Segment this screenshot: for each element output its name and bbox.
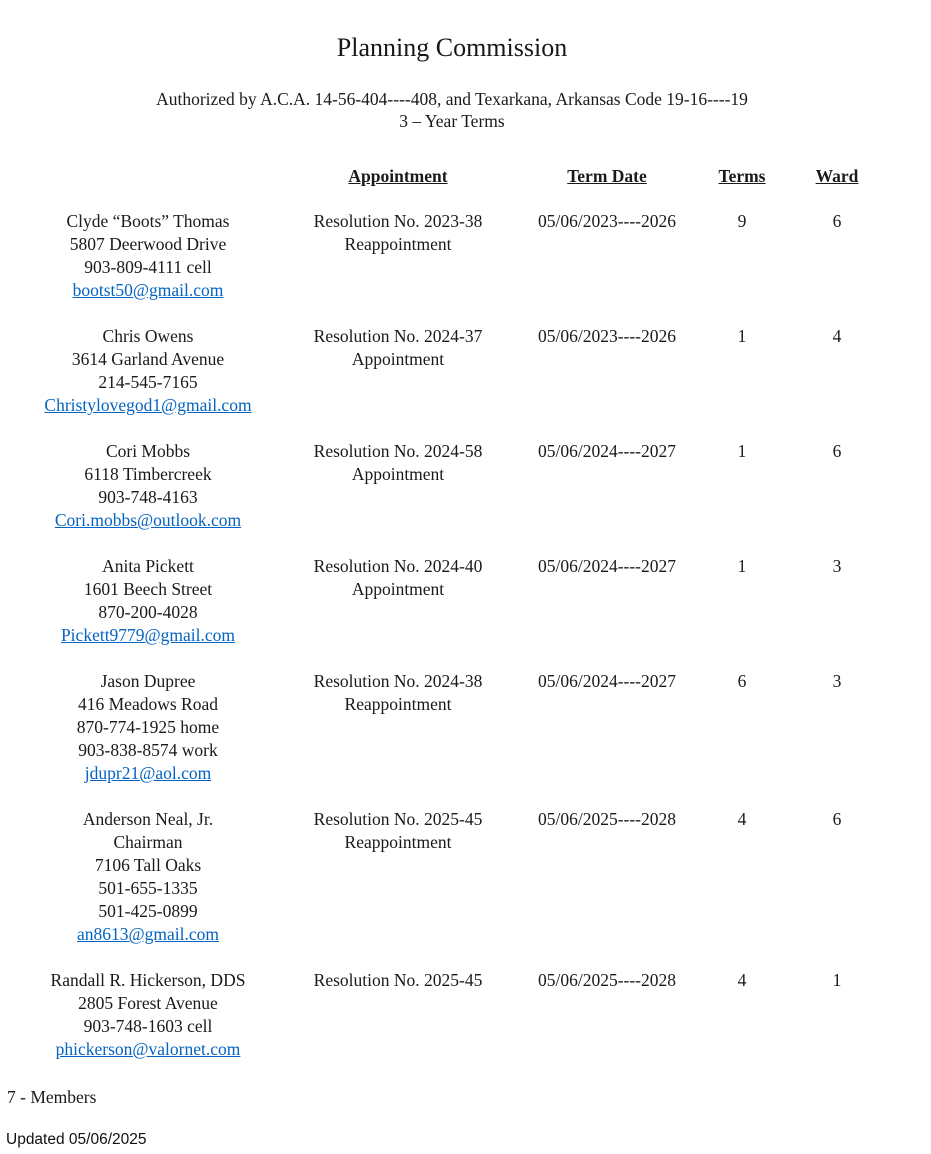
ward-cell: 4 <box>832 326 842 346</box>
term-date-cell: 05/06/2024----2027 <box>537 556 677 576</box>
member-info-line: 1601 Beech Street <box>83 579 213 599</box>
member-info-line: 7106 Tall Oaks <box>94 855 202 875</box>
appointment-cell <box>294 210 502 302</box>
term-date-cell: 05/06/2024----2027 <box>537 671 677 691</box>
member-email-link[interactable]: phickerson@valornet.com <box>55 1039 241 1059</box>
member-info-line: 501-425-0899 <box>98 901 198 921</box>
member-info-line: Anita Pickett <box>102 556 194 576</box>
appointment-line: Resolution No. 2024-58 <box>313 441 483 461</box>
member-email-link[interactable]: Cori.mobbs@outlook.com <box>54 510 242 530</box>
member-info-line: Chairman <box>113 832 183 852</box>
appointment-line: Resolution No. 2025-45 <box>313 809 483 829</box>
terms-cell: 4 <box>737 809 747 829</box>
member-cell <box>2 210 294 302</box>
term-date-cell: 05/06/2025----2028 <box>537 970 677 990</box>
member-info-line: 903-809-4111 cell <box>84 257 212 277</box>
member-email-line <box>2 509 294 532</box>
appointment-line: Reappointment <box>344 832 452 852</box>
member-email-link[interactable]: Christylovegod1@gmail.com <box>44 395 252 415</box>
member-cell <box>2 440 294 532</box>
member-email-line <box>2 279 294 302</box>
terms-cell: 1 <box>737 556 747 576</box>
member-info-line: 6118 Timbercreek <box>84 464 212 484</box>
terms-cell: 1 <box>737 326 747 346</box>
member-info-line: 501-655-1335 <box>98 878 198 898</box>
member-email-line <box>2 1038 294 1061</box>
table-row <box>2 555 902 647</box>
column-header-terms: Terms <box>718 166 766 186</box>
member-email-line <box>2 394 294 417</box>
appointment-cell <box>294 440 502 532</box>
updated-date: Updated 05/06/2025 <box>6 1131 147 1148</box>
member-cell <box>2 670 294 785</box>
appointment-line: Appointment <box>351 464 445 484</box>
table-row <box>2 808 902 946</box>
appointment-line: Resolution No. 2023-38 <box>313 211 483 231</box>
appointment-cell <box>294 325 502 417</box>
term-date-cell: 05/06/2023----2026 <box>537 326 677 346</box>
member-info-line: Anderson Neal, Jr. <box>82 809 214 829</box>
member-info-line: Cori Mobbs <box>105 441 191 461</box>
member-cell <box>2 555 294 647</box>
page-title: Planning Commission <box>336 33 568 62</box>
member-info-line: 903-748-1603 cell <box>83 1016 213 1036</box>
member-email-link[interactable]: jdupr21@aol.com <box>84 763 212 783</box>
member-cell <box>2 325 294 417</box>
ward-cell: 3 <box>832 556 842 576</box>
appointment-line: Appointment <box>351 579 445 599</box>
appointment-line: Resolution No. 2025-45 <box>313 970 483 990</box>
table-row <box>2 969 902 1061</box>
member-info-line: 870-774-1925 home <box>76 717 220 737</box>
member-email-link[interactable]: Pickett9779@gmail.com <box>60 625 236 645</box>
column-header-spacer <box>2 165 294 188</box>
subtitle-line-term-length: 3 – Year Terms <box>399 111 505 131</box>
member-email-line <box>2 624 294 647</box>
member-info-line: 3614 Garland Avenue <box>71 349 225 369</box>
member-info-line: 5807 Deerwood Drive <box>69 234 227 254</box>
member-info-line: 416 Meadows Road <box>78 694 218 714</box>
member-cell <box>2 808 294 946</box>
page-subtitle <box>2 88 902 132</box>
terms-cell: 9 <box>737 211 747 231</box>
member-email-link[interactable]: an8613@gmail.com <box>77 924 219 944</box>
member-email-link[interactable]: bootst50@gmail.com <box>72 280 224 300</box>
ward-cell: 6 <box>832 809 842 829</box>
term-date-cell: 05/06/2024----2027 <box>537 441 677 461</box>
terms-cell: 1 <box>737 441 747 461</box>
appointment-line: Resolution No. 2024-38 <box>313 671 483 691</box>
ward-cell: 6 <box>832 441 842 461</box>
member-info-line: Clyde “Boots” Thomas <box>66 211 230 231</box>
members-table-body <box>2 210 902 1061</box>
member-info-line: Randall R. Hickerson, DDS <box>50 970 246 990</box>
column-header-ward: Ward <box>815 166 859 186</box>
member-info-line: 903-838-8574 work <box>78 740 218 760</box>
appointment-line: Resolution No. 2024-40 <box>313 556 483 576</box>
appointment-cell <box>294 670 502 785</box>
table-row <box>2 210 902 302</box>
column-header-term-date: Term Date <box>567 166 647 186</box>
member-info-line: 870-200-4028 <box>98 602 198 622</box>
member-info-line: 903-748-4163 <box>98 487 198 507</box>
member-cell <box>2 969 294 1061</box>
member-count: 7 - Members <box>7 1087 97 1107</box>
table-row <box>2 670 902 785</box>
ward-cell: 6 <box>832 211 842 231</box>
member-email-line <box>2 923 294 946</box>
term-date-cell: 05/06/2025----2028 <box>537 809 677 829</box>
appointment-line: Reappointment <box>344 694 452 714</box>
table-header-row <box>2 165 902 188</box>
member-info-line: Jason Dupree <box>100 671 196 691</box>
subtitle-line-authorization: Authorized by A.C.A. 14-56-404----408, and Texarkana, Arkansas Code 19-16----19 <box>156 89 748 109</box>
table-row <box>2 325 902 417</box>
term-date-cell: 05/06/2023----2026 <box>537 211 677 231</box>
appointment-cell <box>294 555 502 647</box>
column-header-appointment: Appointment <box>348 166 448 186</box>
appointment-cell <box>294 969 502 1061</box>
table-row <box>2 440 902 532</box>
appointment-line: Reappointment <box>344 234 452 254</box>
member-info-line: Chris Owens <box>102 326 194 346</box>
appointment-cell <box>294 808 502 946</box>
terms-cell: 6 <box>737 671 747 691</box>
terms-cell: 4 <box>737 970 747 990</box>
member-info-line: 214-545-7165 <box>98 372 198 392</box>
member-info-line: 2805 Forest Avenue <box>78 993 218 1013</box>
member-email-line <box>2 762 294 785</box>
ward-cell: 3 <box>832 671 842 691</box>
appointment-line: Resolution No. 2024-37 <box>313 326 483 346</box>
ward-cell: 1 <box>832 970 842 990</box>
appointment-line: Appointment <box>351 349 445 369</box>
